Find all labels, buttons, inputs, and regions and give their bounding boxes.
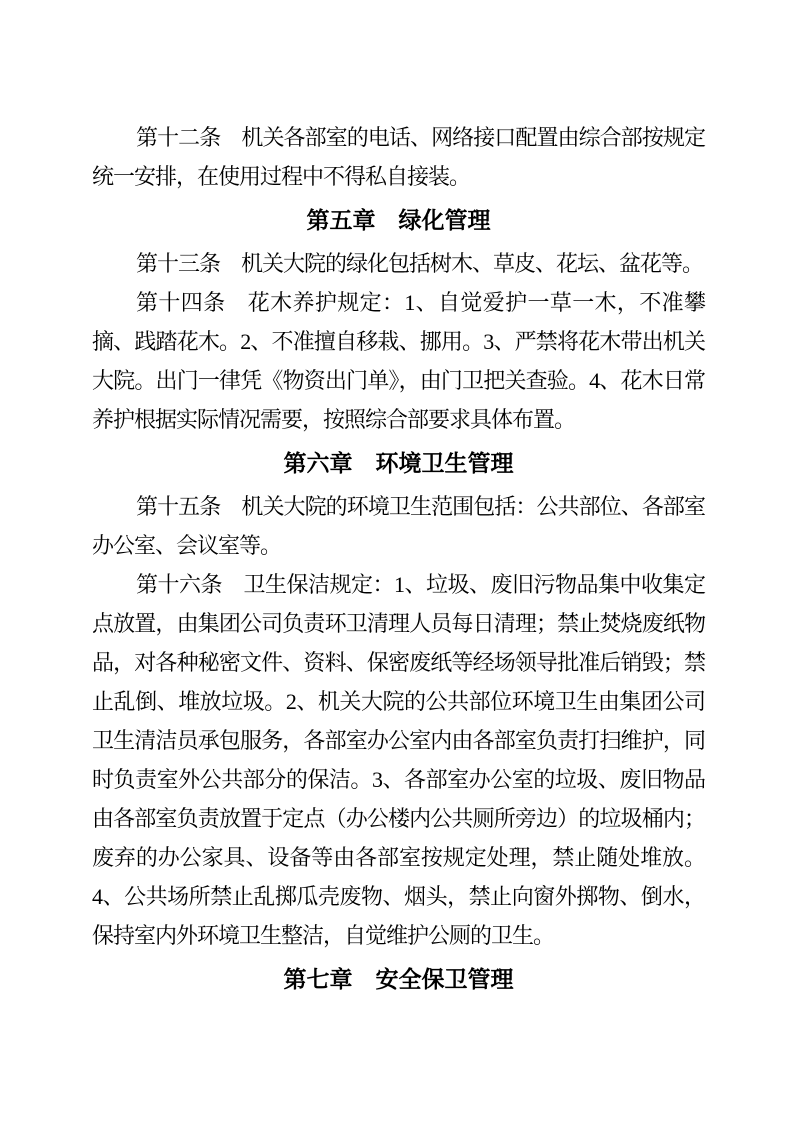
paragraph-article-14: 第十四条 花木养护规定：1、自觉爱护一草一木，不准攀摘、践踏花木。2、不准擅自移栽、挪用。3、严禁将花木带出机关大院。出门一律凭《物资出门单》，由门卫把关查验。4、花木日常养护根据实际情况需要，按照综合部要求具体布置。 bbox=[92, 290, 705, 432]
paragraph-article-12: 第十二条 机关各部室的电话、网络接口配置由综合部按规定统一安排，在使用过程中不得私自接装。 bbox=[92, 125, 705, 189]
heading-chapter-7-security-management: 第七章 安全保卫管理 bbox=[283, 966, 514, 992]
paragraph-article-16: 第十六条 卫生保洁规定：1、垃圾、废旧污物品集中收集定点放置，由集团公司负责环卫清理人员每日清理；禁止焚烧废纸物品，对各种秘密文件、资料、保密废纸等经场领导批准后销毁；禁止乱倒、堆放垃圾。2、机关大院的公共部位环境卫生由集团公司卫生清洁员承包服务，各部室办公室内由各部室负责打扫维护，同时负责室外公共部分的保洁。3、各部室办公室的垃圾、废旧物品由各部室负责放置于定点（办公楼内公共厕所旁边）的垃圾桶内；废弃的办公家具、设备等由各部室按规定处理，禁止随处堆放。4、公共场所禁止乱掷瓜壳废物、烟头，禁止向窗外掷物、倒水，保持室内外环境卫生整洁，自觉维护公厕的卫生。 bbox=[92, 572, 705, 948]
paragraph-article-13: 第十三条 机关大院的绿化包括树木、草皮、花坛、盆花等。 bbox=[136, 251, 704, 276]
heading-chapter-6-environmental-sanitation-management: 第六章 环境卫生管理 bbox=[283, 450, 514, 476]
paragraph-article-15: 第十五条 机关大院的环境卫生范围包括：公共部位、各部室办公室、会议室等。 bbox=[92, 494, 705, 558]
heading-chapter-5-greening-management: 第五章 绿化管理 bbox=[306, 207, 491, 233]
